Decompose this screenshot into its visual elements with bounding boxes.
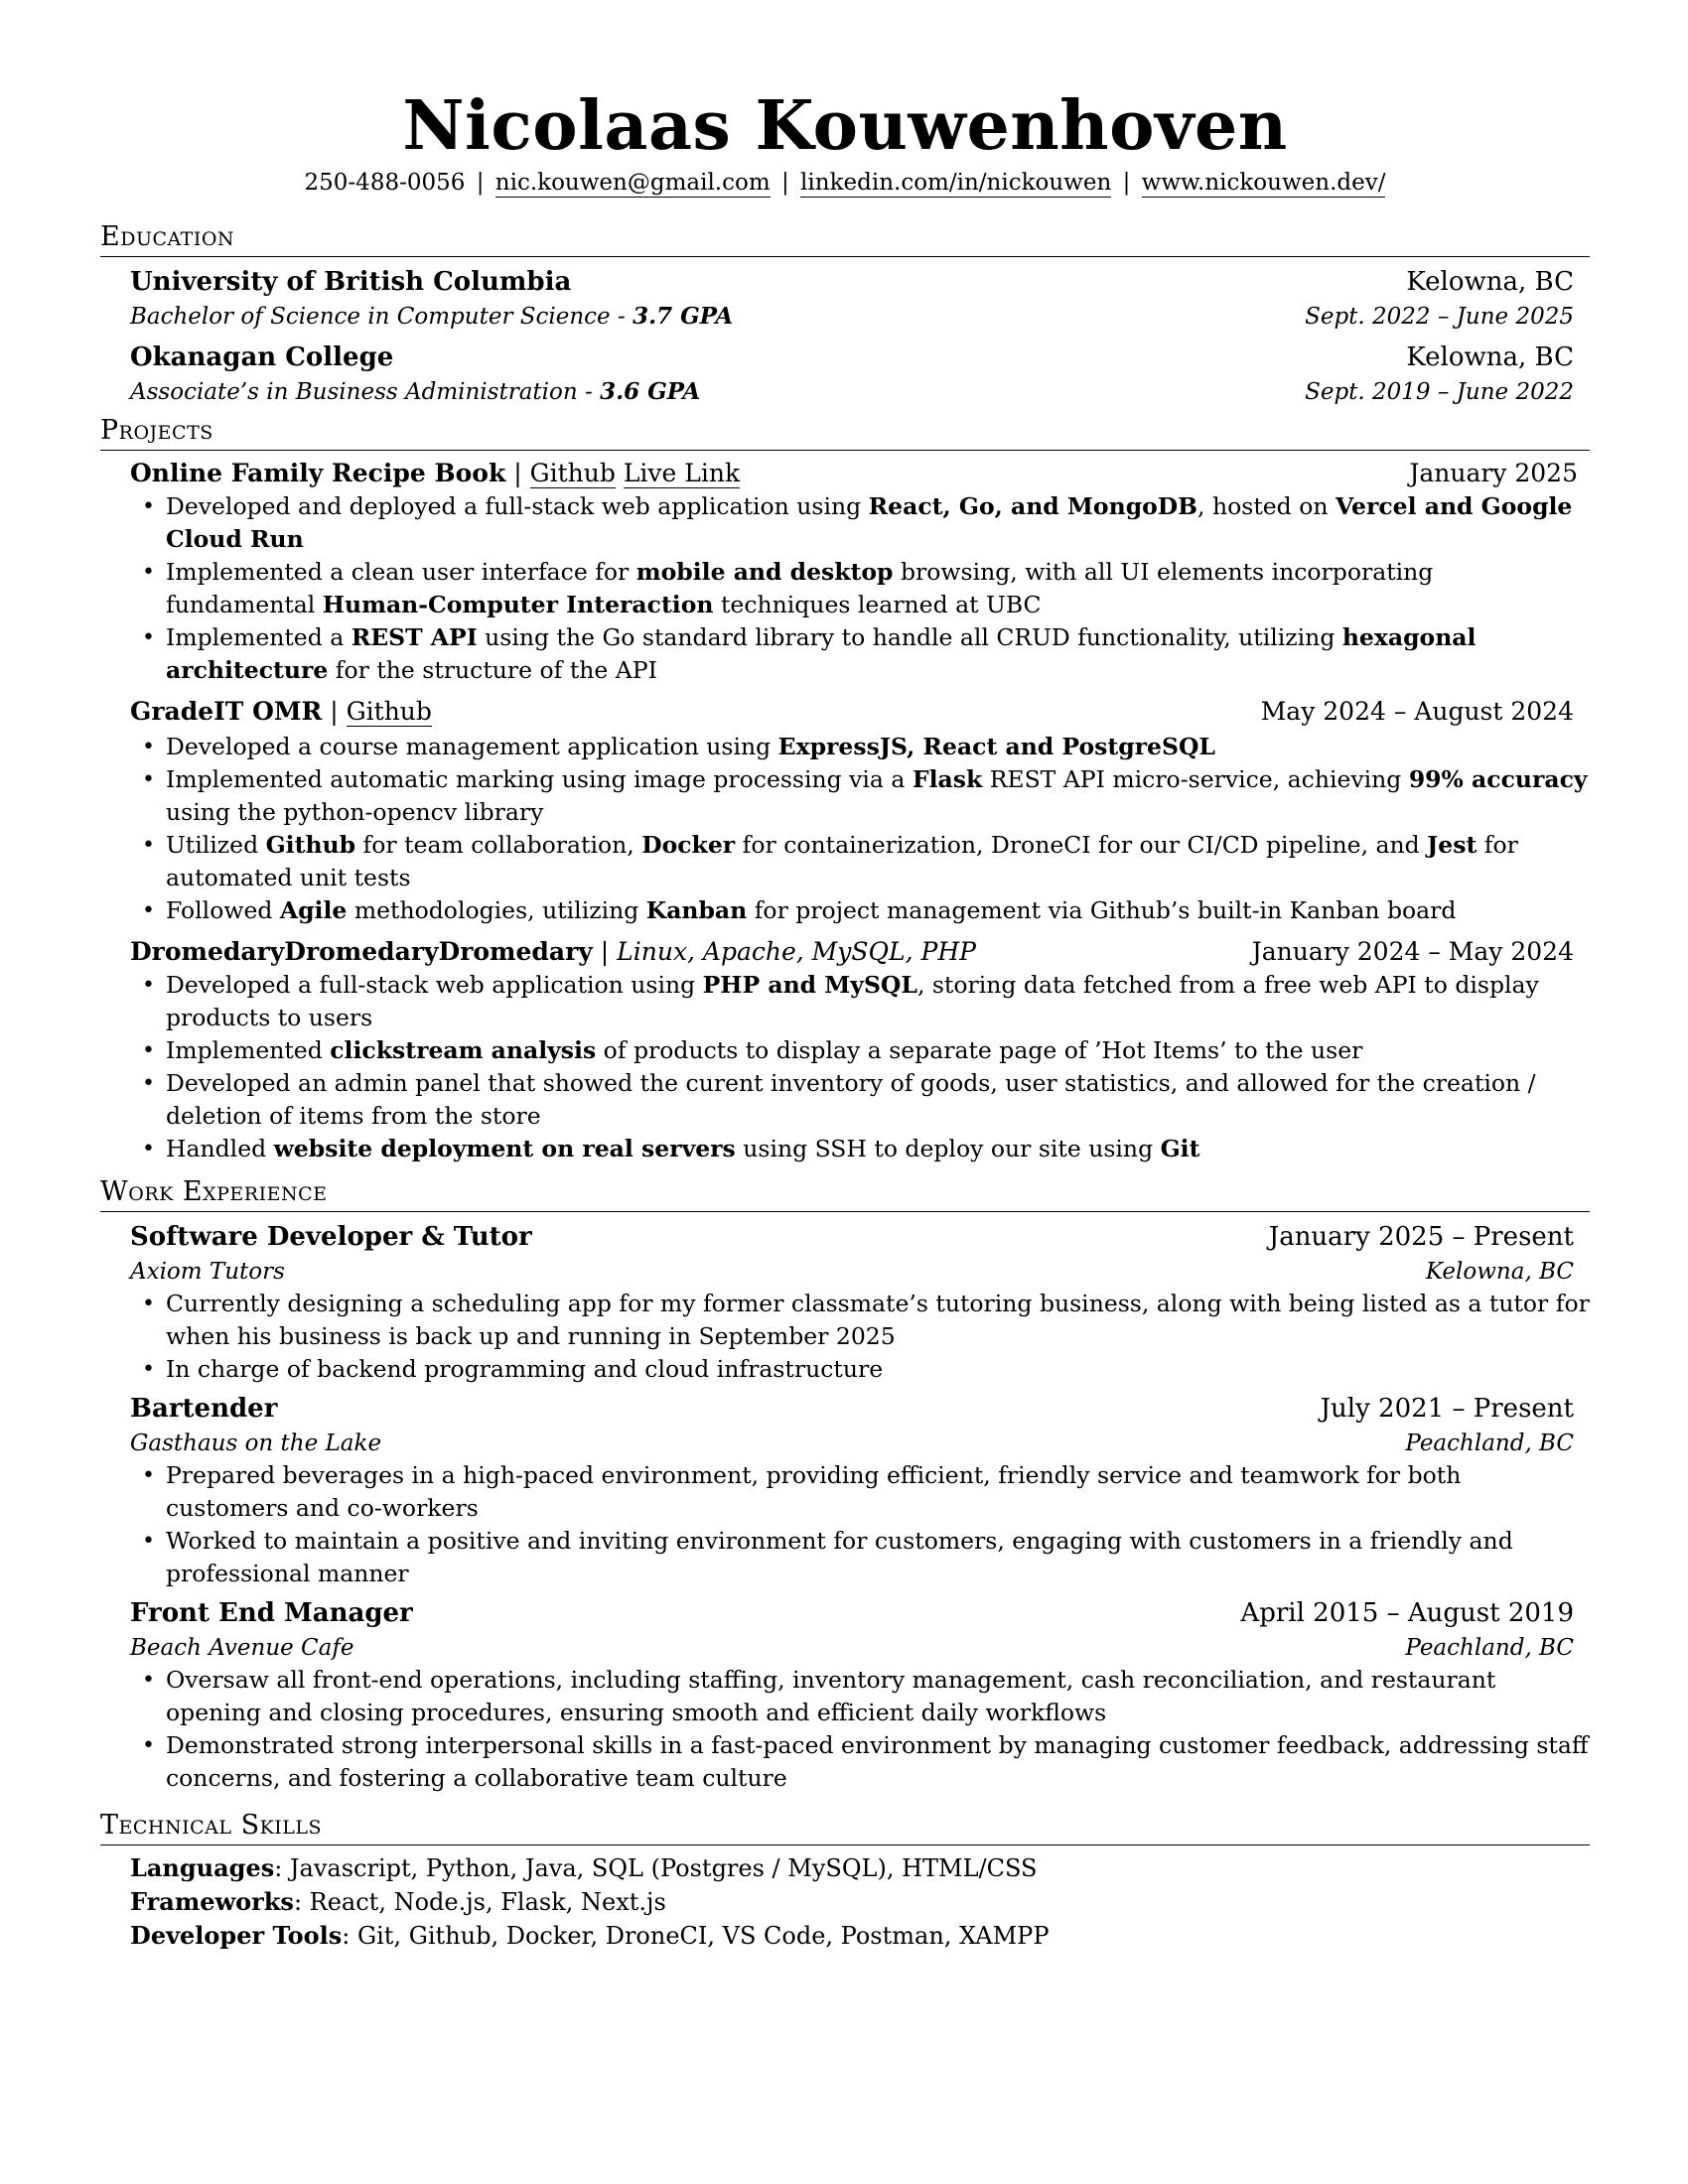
candidate-name: Nicolaas Kouwenhoven bbox=[402, 86, 1288, 166]
job-role: Front End Manager bbox=[130, 1598, 413, 1628]
job-company: Beach Avenue Cafe bbox=[130, 1635, 354, 1661]
bullet-item: • Implemented a clean user interface for mobile and desktop browsing, with all UI elements incorporating fundamental Human-Computer Interaction techniques learned at UBC bbox=[166, 556, 1590, 621]
phone-number: 250-488-0056 bbox=[304, 170, 466, 196]
education-entry bbox=[100, 339, 1590, 408]
project-name: DromedaryDromedaryDromedary bbox=[130, 937, 593, 966]
school-location: Kelowna, BC bbox=[1406, 267, 1574, 297]
project-entry bbox=[100, 695, 1590, 726]
bullet-item: • Currently designing a scheduling app for my former classmate’s tutoring business, along with being listed as a tutor for when his business is back up and running in September 2025 bbox=[166, 1288, 1590, 1353]
project-tech-stack: Linux, Apache, MySQL, PHP bbox=[617, 937, 976, 966]
job-dates: July 2021 – Present bbox=[1320, 1394, 1574, 1424]
job-company: Gasthaus on the Lake bbox=[130, 1431, 382, 1456]
bullet-item: • Implemented a REST API using the Go standard library to handle all CRUD functionality, utilizing hexagonal architecture for the structure of the API bbox=[166, 621, 1590, 687]
project-github-link[interactable]: Github bbox=[529, 459, 616, 487]
skills-list bbox=[100, 1851, 1590, 1953]
section-title-education: Education bbox=[100, 220, 1590, 257]
job-location: Peachland, BC bbox=[1405, 1431, 1574, 1456]
skill-row-languages bbox=[130, 1851, 1574, 1885]
bullet-item: • Implemented clickstream analysis of products to display a separate page of ’Hot Items’ to the user bbox=[166, 1034, 1590, 1067]
job-role: Software Developer & Tutor bbox=[130, 1222, 532, 1252]
project-name: GradeIT OMR bbox=[130, 697, 323, 726]
website-link[interactable]: www.nickouwen.dev/ bbox=[1141, 170, 1386, 196]
job-location: Peachland, BC bbox=[1405, 1635, 1574, 1661]
linkedin-link[interactable]: linkedin.com/in/nickouwen bbox=[800, 170, 1112, 196]
bullet-item: • Worked to maintain a positive and inviting environment for customers, engaging with customers in a friendly and professional manner bbox=[166, 1525, 1590, 1590]
education-entry bbox=[100, 263, 1590, 333]
experience-section bbox=[100, 1175, 1590, 1795]
skill-label: Developer Tools bbox=[130, 1921, 343, 1950]
separator: | bbox=[780, 170, 789, 196]
bullet-item: • Developed a full-stack web application using PHP and MySQL, storing data fetched from a free web API to display products to users bbox=[166, 969, 1590, 1034]
bullet-item: • Implemented automatic marking using image processing via a Flask REST API micro-service, achieving 99% accuracy using the python-opencv library bbox=[166, 763, 1590, 829]
bullet-item: • Developed a course management application using ExpressJS, React and PostgreSQL bbox=[166, 731, 1590, 763]
email-link[interactable]: nic.kouwen@gmail.com bbox=[494, 170, 771, 196]
job-dates: April 2015 – August 2019 bbox=[1240, 1598, 1574, 1628]
contact-line bbox=[100, 167, 1590, 199]
bullet-item: • Demonstrated strong interpersonal skills in a fast-paced environment by managing customer feedback, addressing staff concerns, and fostering a collaborative team culture bbox=[166, 1729, 1590, 1795]
separator: | bbox=[330, 697, 339, 726]
project-dates: May 2024 – August 2024 bbox=[1260, 697, 1574, 726]
bullet-item: • Developed and deployed a full-stack web application using React, Go, and MongoDB, hosted on Vercel and Google Cloud Run bbox=[166, 490, 1590, 556]
degree: Associate’s in Business Administration - bbox=[130, 379, 601, 405]
project-dates: January 2024 – May 2024 bbox=[1251, 937, 1574, 966]
separator: | bbox=[476, 170, 485, 196]
job-bullets bbox=[100, 1664, 1590, 1795]
job-dates: January 2025 – Present bbox=[1268, 1222, 1574, 1252]
project-dates: January 2025 bbox=[1409, 459, 1578, 487]
education-dates: Sept. 2022 – June 2025 bbox=[1305, 304, 1574, 330]
skill-value: : Javascript, Python, Java, SQL (Postgres / MySQL), HTML/CSS bbox=[274, 1854, 1038, 1882]
job-bullets bbox=[100, 1459, 1590, 1590]
resume-page bbox=[100, 87, 1590, 1953]
skill-label: Frameworks bbox=[130, 1887, 294, 1916]
bullet-item: • Utilized Github for team collaboration, Docker for containerization, DroneCI for our CI/CD pipeline, and Jest for automated unit tests bbox=[166, 829, 1590, 894]
section-title-skills: Technical Skills bbox=[100, 1809, 1590, 1845]
job-entry bbox=[100, 1390, 1590, 1459]
project-entry bbox=[100, 457, 1590, 490]
section-title-projects: Projects bbox=[100, 414, 1590, 451]
job-bullets bbox=[100, 1288, 1590, 1386]
skill-row-frameworks bbox=[130, 1885, 1574, 1919]
bullet-item: • Handled website deployment on real servers using SSH to deploy our site using Git bbox=[166, 1133, 1590, 1165]
gpa: 3.6 GPA bbox=[600, 378, 701, 405]
bullet-item: • Oversaw all front-end operations, including staffing, inventory management, cash reconciliation, and restaurant opening and closing procedures, ensuring smooth and efficient daily workflows bbox=[166, 1664, 1590, 1729]
resume-header bbox=[100, 87, 1590, 199]
project-name: Online Family Recipe Book bbox=[130, 459, 506, 487]
project-entry bbox=[100, 935, 1590, 969]
separator: | bbox=[513, 459, 522, 487]
school-location: Kelowna, BC bbox=[1406, 342, 1574, 372]
bullet-item: • Followed Agile methodologies, utilizing Kanban for project management via Github’s built-in Kanban board bbox=[166, 894, 1590, 927]
gpa: 3.7 GPA bbox=[633, 303, 734, 330]
project-bullets bbox=[100, 490, 1590, 687]
separator: | bbox=[600, 937, 610, 966]
project-live-link[interactable]: Live Link bbox=[623, 459, 741, 487]
skill-value: : React, Node.js, Flask, Next.js bbox=[293, 1888, 666, 1916]
job-company: Axiom Tutors bbox=[130, 1259, 285, 1285]
projects-section bbox=[100, 414, 1590, 1165]
skills-section bbox=[100, 1809, 1590, 1953]
section-title-experience: Work Experience bbox=[100, 1175, 1590, 1212]
degree: Bachelor of Science in Computer Science - bbox=[130, 304, 633, 330]
skill-label: Languages bbox=[130, 1853, 275, 1882]
education-section bbox=[100, 220, 1590, 408]
job-entry bbox=[100, 1594, 1590, 1664]
job-location: Kelowna, BC bbox=[1425, 1259, 1574, 1285]
skill-row-developer-tools bbox=[130, 1919, 1574, 1953]
project-bullets bbox=[100, 731, 1590, 927]
separator: | bbox=[1122, 170, 1131, 196]
bullet-item: • In charge of backend programming and cloud infrastructure bbox=[166, 1353, 1590, 1386]
bullet-item: • Developed an admin panel that showed the curent inventory of goods, user statistics, and allowed for the creation / deletion of items from the store bbox=[166, 1067, 1590, 1133]
school-name: Okanagan College bbox=[130, 342, 394, 372]
skill-value: : Git, Github, Docker, DroneCI, VS Code, Postman, XAMPP bbox=[342, 1922, 1050, 1950]
education-dates: Sept. 2019 – June 2022 bbox=[1305, 379, 1574, 405]
bullet-item: • Prepared beverages in a high-paced environment, providing efficient, friendly service and teamwork for both customers and co-workers bbox=[166, 1459, 1590, 1525]
project-bullets bbox=[100, 969, 1590, 1165]
project-github-link[interactable]: Github bbox=[346, 697, 432, 726]
job-role: Bartender bbox=[130, 1394, 278, 1424]
school-name: University of British Columbia bbox=[130, 267, 572, 297]
job-entry bbox=[100, 1218, 1590, 1288]
